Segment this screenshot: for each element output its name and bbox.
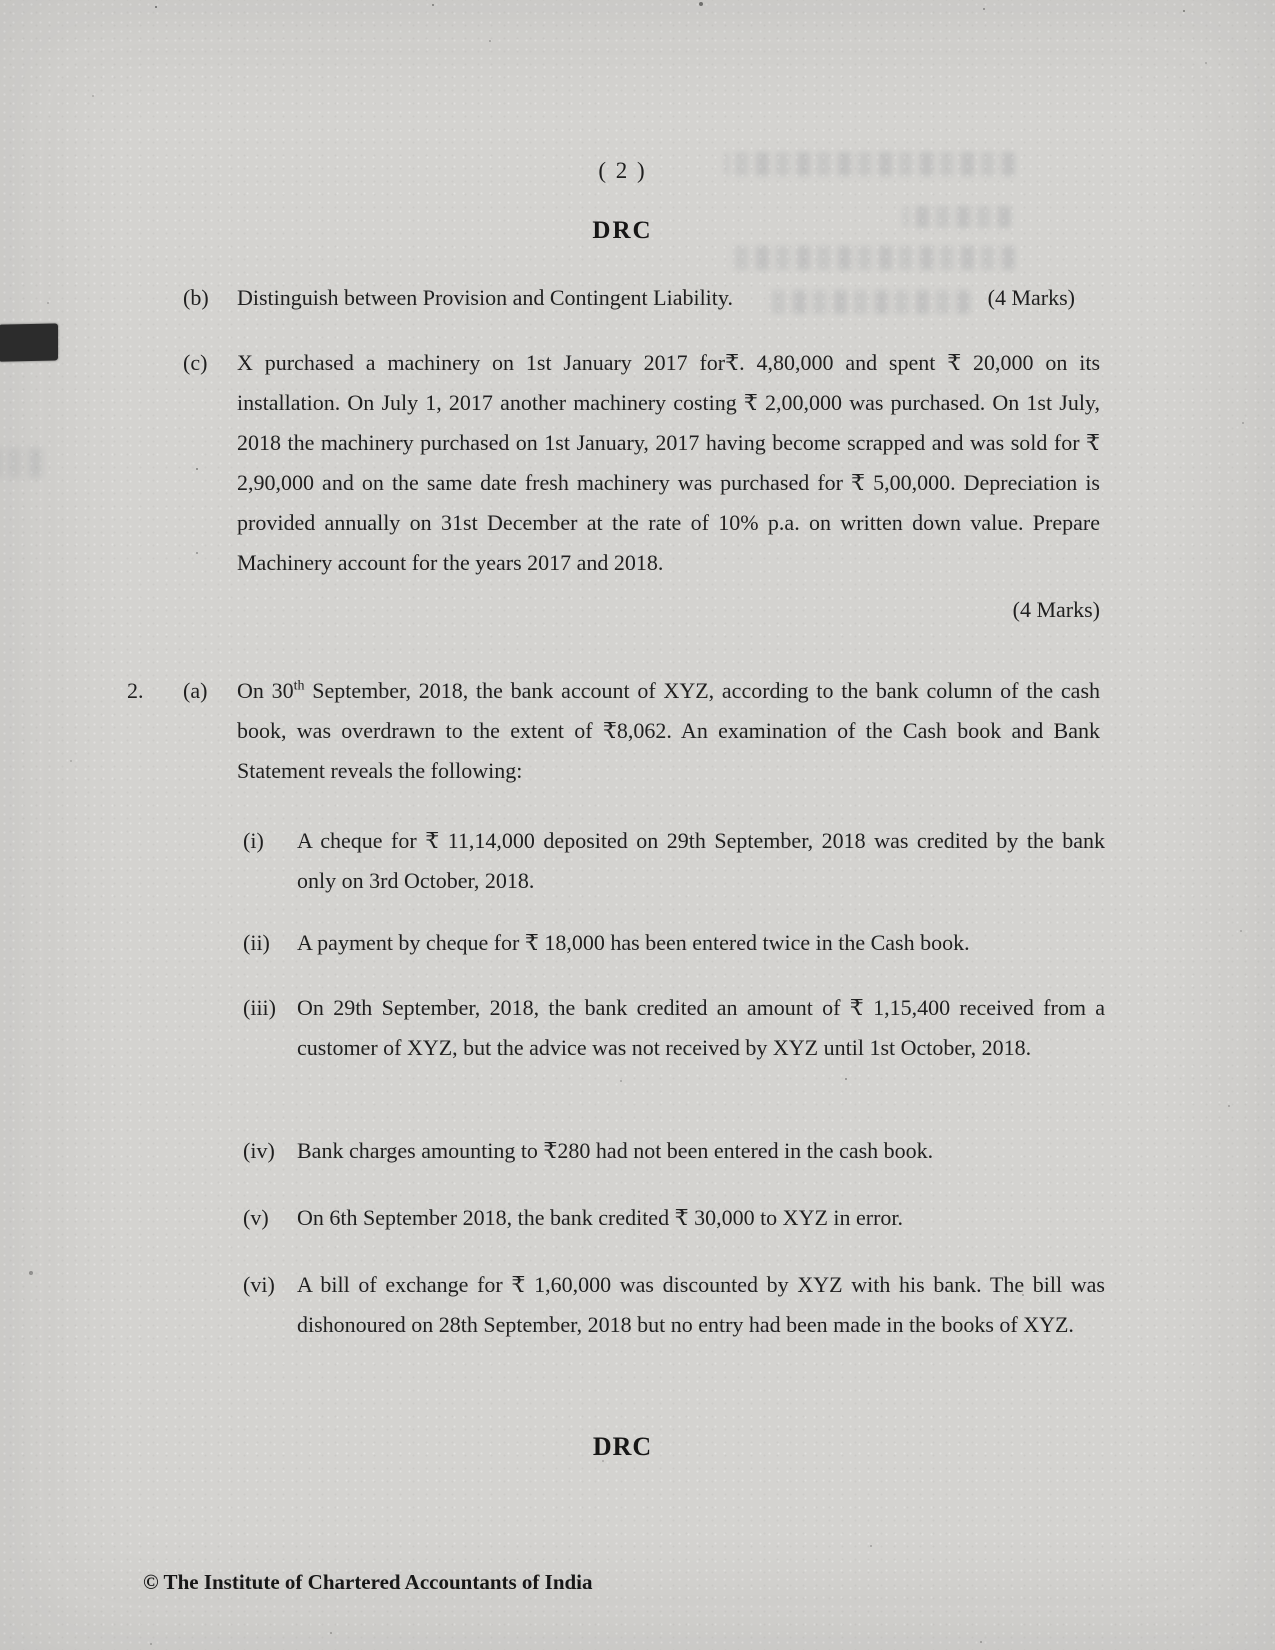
question-1b-marks: (4 Marks) bbox=[987, 285, 1075, 310]
question-2a-label: (a) bbox=[183, 678, 208, 703]
list-item-v-text: On 6th September 2018, the bank credited ₹ 30,000 to XYZ in error. bbox=[297, 1205, 904, 1230]
list-item-iii-text: On 29th September, 2018, the bank credited an amount of ₹ 1,15,400 received from a customer of XYZ, but the advice was not received by XYZ until 1st October, 2018. bbox=[297, 995, 1105, 1060]
question-2a-intro-superscript: th bbox=[293, 678, 305, 694]
question-1b-text: Distinguish between Provision and Contingent Liability. bbox=[237, 285, 733, 310]
list-item-iv-label: (iv) bbox=[243, 1138, 275, 1163]
list-item-vi-text: A bill of exchange for ₹ 1,60,000 was discounted by XYZ with his bank. The bill was dishonoured on 28th September, 2018 but no entry had been made in the books of XYZ. bbox=[297, 1272, 1105, 1337]
question-1b bbox=[183, 278, 1075, 318]
paper-code-header: DRC bbox=[592, 217, 653, 244]
question-1c-marks: (4 Marks) bbox=[1012, 597, 1100, 622]
left-edge-black-mark bbox=[0, 323, 58, 361]
question-2a-intro-post: September, 2018, the bank account of XYZ, according to the bank column of the cash book, was overdrawn to the extent of ₹8,062. An examination of the Cash book and Bank Statement reveals the following: bbox=[237, 678, 1100, 783]
paper-code-footer: DRC bbox=[592, 1432, 653, 1461]
scan-noise-speckles bbox=[0, 0, 2, 2]
left-margin-smudge bbox=[0, 448, 42, 478]
list-item-iv-text: Bank charges amounting to ₹280 had not been entered in the cash book. bbox=[297, 1138, 934, 1163]
list-item-iv bbox=[243, 1131, 1105, 1171]
list-item-i bbox=[243, 821, 1105, 901]
list-item-v bbox=[243, 1198, 1105, 1238]
question-2-number: 2. bbox=[127, 678, 144, 703]
question-2a-intro bbox=[237, 671, 1100, 791]
question-1c bbox=[183, 343, 1100, 622]
page-number: ( 2 ) bbox=[598, 158, 647, 183]
question-1c-text: X purchased a machinery on 1st January 2017 for₹. 4,80,000 and spent ₹ 20,000 on its installation. On July 1, 2017 another machinery costing ₹ 2,00,000 was purchased. On 1st July, 2018 the machinery purchased on 1st January, 2017 having become scrapped and was sold for ₹ 2,90,000 and on the same date fresh machinery was purchased for ₹ 5,00,000. Depreciation is provided annually on 31st December at the rate of 10% p.a. on written down value. Prepare Machinery account for the years 2017 and 2018. bbox=[237, 350, 1100, 575]
list-item-v-label: (v) bbox=[243, 1205, 269, 1230]
bleedthrough-artifact bbox=[728, 246, 1015, 270]
question-2a-intro-pre: On 30 bbox=[237, 678, 294, 703]
question-1b-label: (b) bbox=[183, 285, 209, 310]
list-item-i-text: A cheque for ₹ 11,14,000 deposited on 29th September, 2018 was credited by the bank only on 3rd October, 2018. bbox=[297, 828, 1105, 893]
list-item-i-label: (i) bbox=[243, 828, 264, 853]
question-1c-label: (c) bbox=[183, 350, 208, 375]
list-item-vi-label: (vi) bbox=[243, 1272, 275, 1297]
list-item-ii-label: (ii) bbox=[243, 930, 270, 955]
question-2a bbox=[127, 671, 1100, 791]
copyright-notice: © The Institute of Chartered Accountants of India bbox=[143, 1570, 593, 1594]
list-item-ii-text: A payment by cheque for ₹ 18,000 has been entered twice in the Cash book. bbox=[297, 930, 970, 955]
list-item-vi bbox=[243, 1265, 1105, 1345]
list-item-ii bbox=[243, 923, 1105, 963]
list-item-iii bbox=[243, 988, 1105, 1068]
list-item-iii-label: (iii) bbox=[243, 995, 276, 1020]
